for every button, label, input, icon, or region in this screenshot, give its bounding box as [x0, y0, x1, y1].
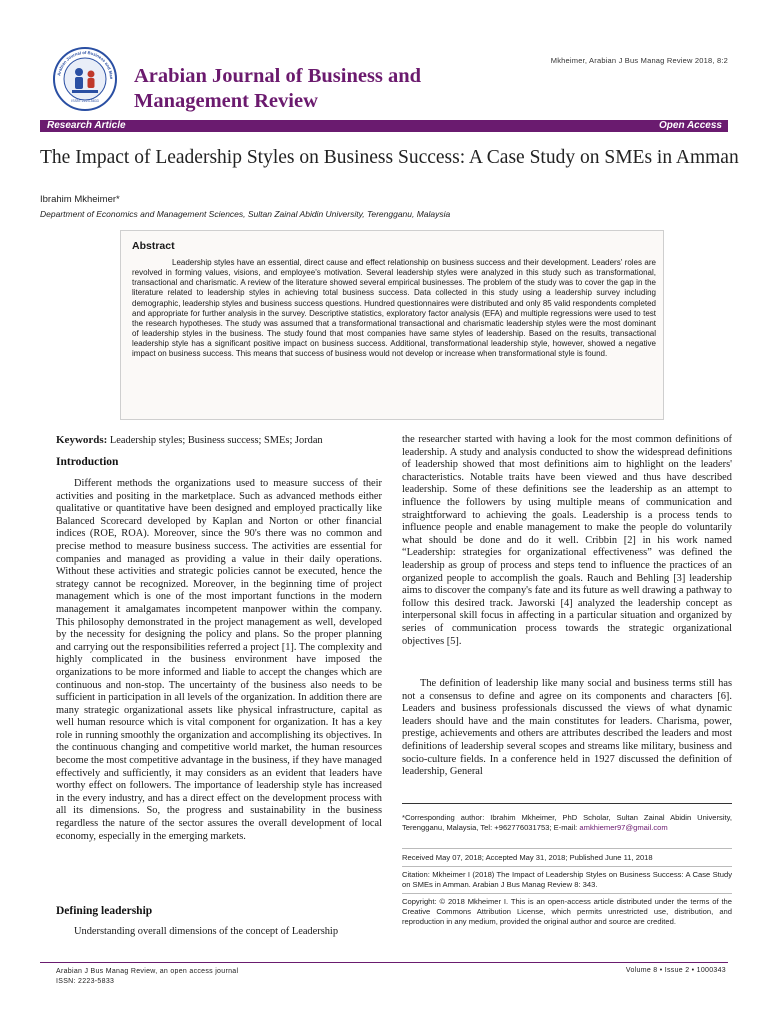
article-type-label: Research Article [47, 120, 126, 131]
corresponding-author-text: *Corresponding author: Ibrahim Mkheimer, PhD Scholar, Sultan Zainal Abidin University, Terengganu, Malaysia, Tel: +962776031753; E-mail: [402, 813, 732, 832]
footnote-separator [402, 803, 732, 804]
article-title: The Impact of Leadership Styles on Business Success: A Case Study on SMEs in Amman [40, 147, 739, 168]
citation-note: Citation: Mkheimer I (2018) The Impact of Leadership Styles on Business Success: A Case Study on SMEs in Amman. Arabian J Bus Manag Review 8: 343. [402, 870, 732, 889]
note-divider [402, 848, 732, 849]
right-column-paragraph-2: The definition of leadership like many social and business terms still has not a consensus to define and agree on its components and characters [6]. Leaders and business professionals discussed the views of what dynamic leaders should have and the main constitutes for leaders. Charisma, power, prestige, achievements and others are attributes described the leaders and most definitions of leadership several scopes and streams like military, business and socio-culture fields. In a conference held in 1927 discussed the definition of leadership, General [402, 678, 732, 778]
open-access-label: Open Access [659, 120, 722, 131]
footer-journal-info [56, 967, 238, 987]
note-divider [402, 893, 732, 894]
abstract-text: Leadership styles have an essential, direct cause and effect relationship on business success and their development. Leaders' roles are revolved in forming values, visions, and employee's motivation. Several leadership styles were analyzed in this study such as transformational, transactional and charismatic. A review of the literature showed several empirical businesses. The problem of the study was to cover the gap in the literature related to leadership styles in achieving total business success. Data collected in this study using a leadership survey including demographic, leadership styles and business success questions. Hundred questionnaires were distributed and only 85 valid respondents completed and appropriate for further analysis in the survey. Descriptive statistics, exploratory factor analysis (EFA) and multiple regressions were used to test the research hypotheses. The study was assumed that a transformational transactional and charismatic leadership styles were the most dominant of leadership styles in the business. The study found that most companies have same styles of leadership. Based on the results, transactional leadership style has a significant positive impact on business success. Additional, transformational leadership style, however, showed a negative impact on business success. This means that success of business would not develop or increase when transformational style is found. [132, 258, 656, 359]
corresponding-author [402, 813, 732, 833]
copyright-note: Copyright: © 2018 Mkheimer I. This is an open-access article distributed under the terms of the Creative Commons Attribution License, which permits unrestricted use, distribution, and reproduction in any medium, provided the original author and source are credited. [402, 897, 732, 926]
introduction-text: Different methods the organizations used to measure success of their activities and positing in the marketplace. Such as advanced methods either qualitative or quantitative have been designed and employed practically like Balanced Scorecard developed by Kaplan and Norton or other financial indices (ROE, ROA). Moreover, since the 90's there was no common and precise method to measure business success. The activities are essential for companies and managed as providing a value in their daily operations. Without these activities and strategic policies cannot be executed, hence the strategy cannot be recognized. Moreover, in the beginning time of project management which is one of the most important functions in the modern management it amalgamates incompetent manpower within the company. This philosophy demonstrated in the project management as well, developed by the necessity for designing the policy and plans. So the proper planning and carrying out the responsibilities referred a project [1]. The complexity and highly complicated in the business environment have imposed the organizations to be more informed and liable to accept the changes which are continuous and non-stop. The uncertainty of the business also needs to be sufficient in participation in all levels of the organization. In addition there are many strategic organizational assets like physical infrastructure, capital as well human resource which is vital component for organization. It has a key role in running smoothly the organization and accomplishing its objectives. In the continuous changing and competitive world market, the human resources become the most competitive advantage in the business, if they have managed effectively and sufficiently, it may considers as an evident that leaders have worthy effect on followers. The importance of leadership style has increased in the every industry, and has a direct effect on the development process with all its dimensions. So, the progress and sustainability in the business regardless the nature of the sector assures the overall development of local economy, especially in the emerging markets. [56, 478, 382, 842]
keywords [56, 434, 382, 446]
right-column-paragraph-1: the researcher started with having a look for the most common definitions of leadership. A study and analysis conducted to show the widespread definitions of leadership showed that most definitions aim to highlight on the leaders' characteristics. Notable traits have been viewed and thus have described leadership. Some of these definitions see the leadership as an attempt to influence the followers by using multiple means of communication and straightforward to achieving the goals. Leadership is a process tends to influence people and enable management to make the people do voluntarily what should be done and do it well. Cribbin [2] in his work named “Leadership: strategies for organizational effectiveness” was defined the leadership as group of process and steps tend to influence the practices of an organized people to accomplish the goals. Rauch and Behling [3] leadership aims to discover the company's fate and its future as well drawing a pathway to follow this desired track. Jaworski [4] analyzed the leadership concept as interpersonal skill focus in affecting in a particular situation and organized by series of communication process towards the strategic organizational objectives [5]. [402, 434, 732, 647]
footer-volume-issue: Volume 8 • Issue 2 • 1000343 [625, 967, 726, 974]
author-name: Ibrahim Mkheimer* [40, 194, 120, 205]
note-divider [402, 866, 732, 867]
journal-title: Arabian Journal of Business and Management Review [134, 65, 422, 112]
footer-rule [40, 962, 728, 963]
author-affiliation: Department of Economics and Management Sciences, Sultan Zainal Abidin University, Terengganu, Malaysia [40, 209, 451, 219]
logo-text: Arabian Journal of Business and Man [56, 49, 115, 80]
defining-leadership-text: Understanding overall dimensions of the concept of Leadership [74, 926, 339, 937]
keywords-text: Leadership styles; Business success; SMEs; Jordan [107, 435, 323, 446]
defining-leadership-heading: Defining leadership [56, 905, 153, 917]
article-type-bar [40, 120, 728, 132]
footer-issn: ISSN: 2223-5833 [56, 978, 115, 985]
logo-issn: ISSN: 2223-5833 [71, 99, 99, 103]
running-citation: Mkheimer, Arabian J Bus Manag Review 2018, 8:2 [550, 56, 728, 65]
author-email-link[interactable]: amkhiemer97@gmail.com [579, 823, 668, 832]
introduction-heading: Introduction [56, 456, 119, 468]
keywords-label: Keywords: [56, 434, 108, 446]
journal-logo [52, 46, 118, 112]
abstract-heading: Abstract [132, 240, 175, 252]
footer-journal-name: Arabian J Bus Manag Review, an open access journal [56, 968, 239, 975]
received-dates: Received May 07, 2018; Accepted May 31, 2018; Published June 11, 2018 [402, 853, 653, 862]
